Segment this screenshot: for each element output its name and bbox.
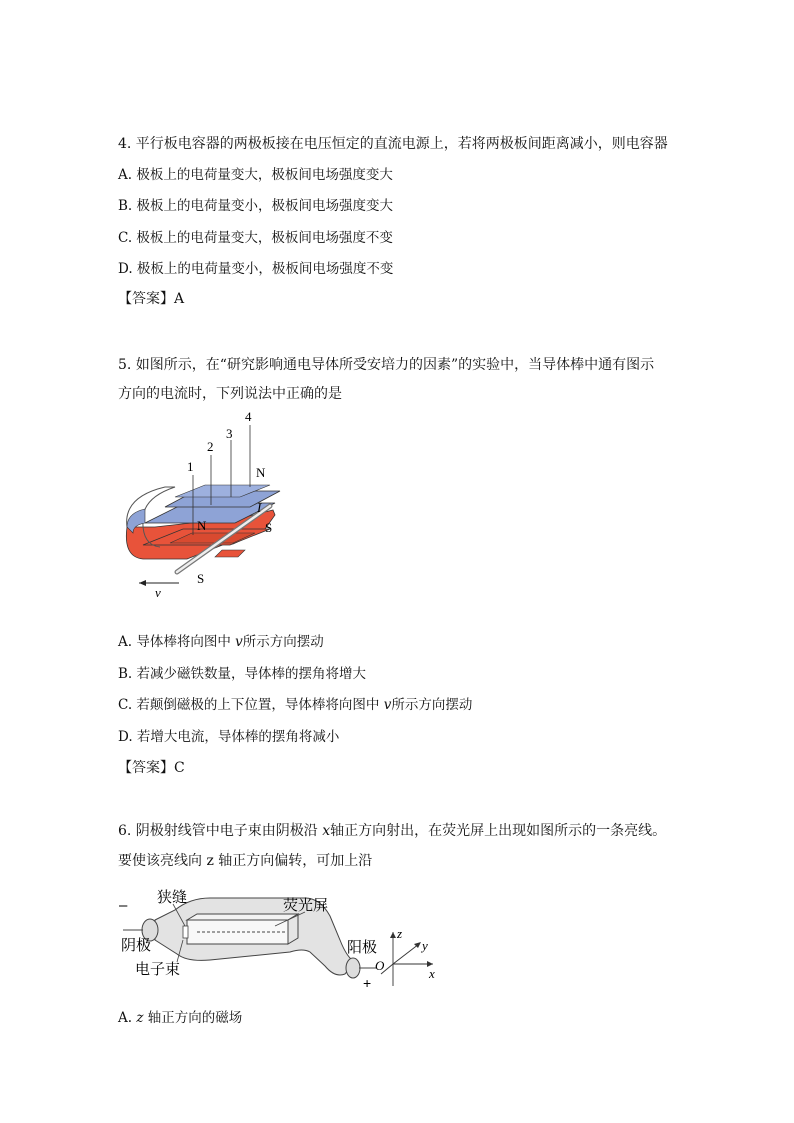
q5-option-a-text: A. 导体棒将向图中 xyxy=(118,634,236,650)
q4-option-c: C. 极板上的电荷量变大，极板间电场强度不变 xyxy=(118,230,393,246)
current-label: I xyxy=(257,500,262,515)
cathode-sign: – xyxy=(119,897,128,914)
q6-option-a-var: z xyxy=(136,1010,144,1026)
q6-stem-var: x xyxy=(322,823,331,839)
anode-sign: + xyxy=(363,975,372,991)
q5-option-c xyxy=(118,695,472,715)
terminal-label-2: 2 xyxy=(207,439,214,454)
q5-stem-line2: 方向的电流时，下列说法中正确的是 xyxy=(118,386,342,402)
q5-option-c-suffix: 所示方向摆动 xyxy=(391,697,473,713)
q5-answer: 【答案】C xyxy=(118,760,185,776)
velocity-label: v xyxy=(155,585,161,600)
crt-figure xyxy=(115,882,450,992)
axis-y-label: y xyxy=(422,938,428,953)
q6-option-a-suffix: 轴正方向的磁场 xyxy=(143,1010,243,1026)
q5-stem-line1: 5. 如图所示，在“研究影响通电导体所受安培力的因素”的实验中，当导体棒中通有图示 xyxy=(118,357,655,373)
q5-option-b: B. 若减少磁铁数量，导体棒的摆角将增大 xyxy=(118,666,367,682)
axis-z-label: z xyxy=(397,926,403,941)
pole-label-right-s: S xyxy=(265,520,273,535)
slit-label: 狭缝 xyxy=(157,888,188,906)
q4-stem: 4. 平行板电容器的两极板接在电压恒定的直流电源上，若将两极板间距离减小，则电容器 xyxy=(118,136,668,152)
q6-stem-text: 6. 阴极射线管中电子束由阴极沿 xyxy=(118,823,323,839)
q6-stem-suffix: 轴正方向射出，在荧光屏上出现如图所示的一条亮线。 xyxy=(330,823,667,839)
cathode-label: 阴极 xyxy=(121,936,152,954)
q5-option-c-text: C. 若颠倒磁极的上下位置，导体棒将向图中 xyxy=(118,697,384,713)
axis-x-label: x xyxy=(429,966,435,981)
beam-label: 电子束 xyxy=(135,960,181,978)
anode-label: 阳极 xyxy=(347,938,378,956)
terminal-label-1: 1 xyxy=(187,459,194,474)
q6-stem-line1 xyxy=(118,821,666,841)
q5-option-a-var: v xyxy=(235,634,243,650)
screen-label: 荧光屏 xyxy=(283,896,329,914)
origin-label: O xyxy=(375,958,385,973)
pole-label-bottom-s: S xyxy=(197,571,205,586)
q5-option-d: D. 若增大电流，导体棒的摆角将减小 xyxy=(118,729,340,745)
q5-option-c-var: v xyxy=(383,697,392,713)
q5-option-a-suffix: 所示方向摆动 xyxy=(242,634,324,650)
terminal-label-4: 4 xyxy=(245,409,252,424)
q6-option-a xyxy=(118,1008,242,1028)
q6-stem-line2: 要使该亮线向 z 轴正方向偏转，可加上沿 xyxy=(118,853,373,869)
q5-option-a xyxy=(118,632,324,652)
coordinate-axes xyxy=(375,926,435,986)
q6-option-a-text: A. xyxy=(118,1010,137,1026)
pole-label-top-n: N xyxy=(256,465,266,480)
terminal-label-3: 3 xyxy=(226,426,233,441)
q4-option-b: B. 极板上的电荷量变小，极板间电场强度变大 xyxy=(118,198,394,214)
q4-option-a: A. 极板上的电荷量变大，极板间电场强度变大 xyxy=(118,167,393,183)
magnet-experiment-figure xyxy=(115,405,285,600)
pole-label-front-n: N xyxy=(197,518,207,533)
q4-option-d: D. 极板上的电荷量变小，极板间电场强度不变 xyxy=(118,261,394,277)
q4-answer: 【答案】A xyxy=(118,291,185,307)
